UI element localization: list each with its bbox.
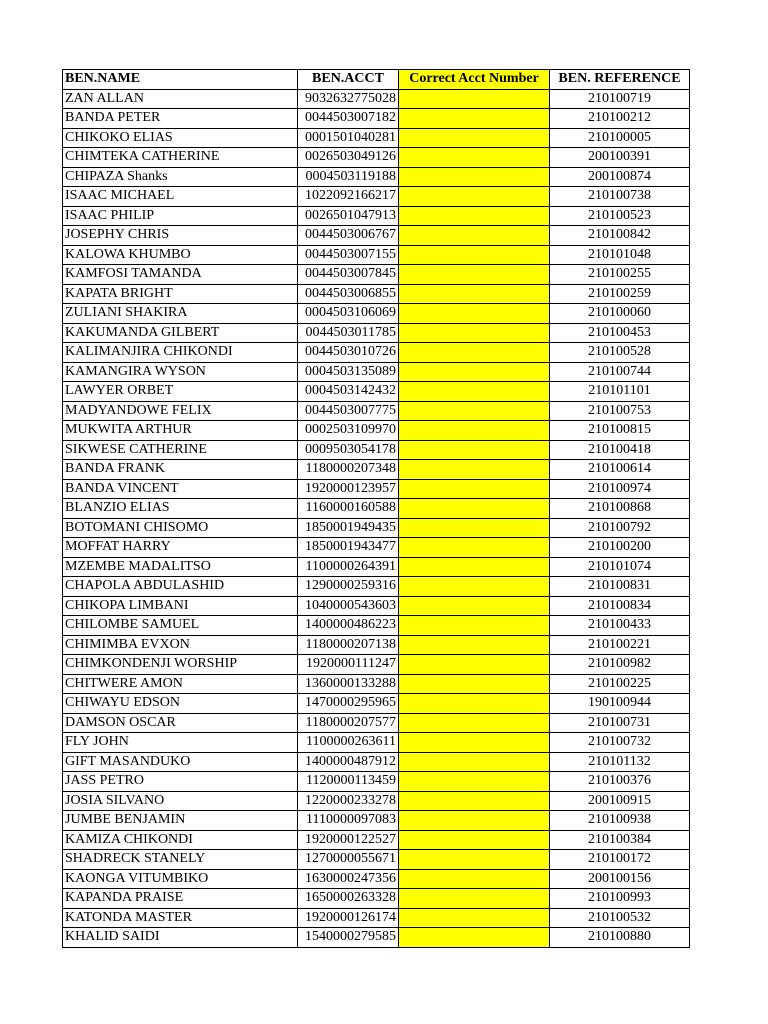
correct-acct-number-cell[interactable]: [399, 811, 550, 831]
table-row: [63, 128, 690, 148]
table-row: [63, 733, 690, 753]
table-row: [63, 499, 690, 519]
table-row: [63, 206, 690, 226]
correct-acct-number-cell[interactable]: [399, 401, 550, 421]
header-correct-acct-number[interactable]: Correct Acct Number: [399, 70, 550, 90]
table-row: [63, 304, 690, 324]
correct-acct-number-cell[interactable]: [399, 928, 550, 948]
ben-reference-cell[interactable]: 200100915: [550, 791, 690, 811]
header-ben-acct[interactable]: BEN.ACCT: [298, 70, 399, 90]
ben-name-cell[interactable]: CHIKOPA LIMBANI: [63, 596, 298, 616]
ben-acct-cell[interactable]: 0044503010726: [298, 343, 399, 363]
ben-name-cell[interactable]: BANDA FRANK: [63, 460, 298, 480]
ben-reference-cell[interactable]: 210100614: [550, 460, 690, 480]
ben-reference-cell[interactable]: 210100384: [550, 830, 690, 850]
ben-reference-cell[interactable]: 210100212: [550, 109, 690, 129]
ben-acct-cell[interactable]: 1850001949435: [298, 518, 399, 538]
ben-acct-cell[interactable]: 1630000247356: [298, 869, 399, 889]
table-row: [63, 148, 690, 168]
ben-name-cell[interactable]: DAMSON OSCAR: [63, 713, 298, 733]
header-ben-name[interactable]: BEN.NAME: [63, 70, 298, 90]
ben-name-cell[interactable]: BANDA VINCENT: [63, 479, 298, 499]
correct-acct-number-cell[interactable]: [399, 518, 550, 538]
ben-name-cell[interactable]: CHAPOLA ABDULASHID: [63, 577, 298, 597]
ben-name-cell[interactable]: MOFFAT HARRY: [63, 538, 298, 558]
ben-name-cell[interactable]: KAMIZA CHIKONDI: [63, 830, 298, 850]
ben-reference-cell[interactable]: 210100376: [550, 772, 690, 792]
ben-reference-cell[interactable]: 210100993: [550, 889, 690, 909]
table-row: [63, 752, 690, 772]
ben-name-cell[interactable]: BOTOMANI CHISOMO: [63, 518, 298, 538]
ben-reference-cell[interactable]: 210100523: [550, 206, 690, 226]
correct-acct-number-cell[interactable]: [399, 245, 550, 265]
table-row: [63, 89, 690, 109]
ben-acct-cell[interactable]: 1270000055671: [298, 850, 399, 870]
ben-acct-cell[interactable]: 0004503135089: [298, 362, 399, 382]
correct-acct-number-cell[interactable]: [399, 577, 550, 597]
table-row: [63, 109, 690, 129]
ben-name-cell[interactable]: KATONDA MASTER: [63, 908, 298, 928]
correct-acct-number-cell[interactable]: [399, 830, 550, 850]
ben-name-cell[interactable]: BANDA PETER: [63, 109, 298, 129]
ben-reference-cell[interactable]: 210100792: [550, 518, 690, 538]
correct-acct-number-cell[interactable]: [399, 460, 550, 480]
ben-name-cell[interactable]: KAMFOSI TAMANDA: [63, 265, 298, 285]
ben-name-cell[interactable]: CHIPAZA Shanks: [63, 167, 298, 187]
correct-acct-number-cell[interactable]: [399, 655, 550, 675]
ben-reference-cell[interactable]: 210100753: [550, 401, 690, 421]
ben-name-cell[interactable]: GIFT MASANDUKO: [63, 752, 298, 772]
table-row: [63, 187, 690, 207]
table-row: [63, 850, 690, 870]
table-row: [63, 869, 690, 889]
ben-reference-cell[interactable]: 210100744: [550, 362, 690, 382]
correct-acct-number-cell[interactable]: [399, 167, 550, 187]
ben-name-cell[interactable]: CHIKOKO ELIAS: [63, 128, 298, 148]
table-row: [63, 382, 690, 402]
ben-name-cell[interactable]: KAONGA VITUMBIKO: [63, 869, 298, 889]
ben-name-cell[interactable]: KAPANDA PRAISE: [63, 889, 298, 909]
ben-name-cell[interactable]: KAPATA BRIGHT: [63, 284, 298, 304]
ben-reference-cell[interactable]: 210100738: [550, 187, 690, 207]
ben-acct-cell[interactable]: 0001501040281: [298, 128, 399, 148]
ben-name-cell[interactable]: CHIWAYU EDSON: [63, 694, 298, 714]
ben-name-cell[interactable]: KALOWA KHUMBO: [63, 245, 298, 265]
ben-reference-cell[interactable]: 200100874: [550, 167, 690, 187]
ben-acct-cell[interactable]: 1470000295965: [298, 694, 399, 714]
ben-acct-cell[interactable]: 1920000122527: [298, 830, 399, 850]
table-row: [63, 674, 690, 694]
correct-acct-number-cell[interactable]: [399, 889, 550, 909]
ben-acct-cell[interactable]: 1120000113459: [298, 772, 399, 792]
correct-acct-number-cell[interactable]: [399, 479, 550, 499]
correct-acct-number-cell[interactable]: [399, 596, 550, 616]
ben-acct-cell[interactable]: 1850001943477: [298, 538, 399, 558]
ben-acct-cell[interactable]: 1650000263328: [298, 889, 399, 909]
correct-acct-number-cell[interactable]: [399, 752, 550, 772]
header-row: [63, 70, 690, 90]
ben-acct-cell[interactable]: 1400000486223: [298, 616, 399, 636]
table-row: [63, 401, 690, 421]
header-ben-reference[interactable]: BEN. REFERENCE: [550, 70, 690, 90]
table-row: [63, 713, 690, 733]
correct-acct-number-cell[interactable]: [399, 206, 550, 226]
ben-reference-cell[interactable]: 210100418: [550, 440, 690, 460]
ben-name-cell[interactable]: KAMANGIRA WYSON: [63, 362, 298, 382]
ben-name-cell[interactable]: CHITWERE AMON: [63, 674, 298, 694]
ben-name-cell[interactable]: ZAN ALLAN: [63, 89, 298, 109]
correct-acct-number-cell[interactable]: [399, 635, 550, 655]
table-row: [63, 655, 690, 675]
correct-acct-number-cell[interactable]: [399, 869, 550, 889]
ben-acct-cell[interactable]: 9032632775028: [298, 89, 399, 109]
table-row: [63, 791, 690, 811]
ben-name-cell[interactable]: CHIMKONDENJI WORSHIP: [63, 655, 298, 675]
correct-acct-number-cell[interactable]: [399, 284, 550, 304]
ben-reference-cell[interactable]: 210100834: [550, 596, 690, 616]
ben-acct-cell[interactable]: 1290000259316: [298, 577, 399, 597]
correct-acct-number-cell[interactable]: [399, 538, 550, 558]
ben-acct-cell[interactable]: 0044503007845: [298, 265, 399, 285]
ben-name-cell[interactable]: SHADRECK STANELY: [63, 850, 298, 870]
table-row: [63, 635, 690, 655]
correct-acct-number-cell[interactable]: [399, 499, 550, 519]
correct-acct-number-cell[interactable]: [399, 89, 550, 109]
correct-acct-number-cell[interactable]: [399, 713, 550, 733]
ben-name-cell[interactable]: CHIMIMBA EVXON: [63, 635, 298, 655]
ben-acct-cell[interactable]: 1360000133288: [298, 674, 399, 694]
ben-reference-cell[interactable]: 210101101: [550, 382, 690, 402]
ben-acct-cell[interactable]: 1040000543603: [298, 596, 399, 616]
table-row: [63, 460, 690, 480]
table-row: [63, 323, 690, 343]
ben-acct-cell[interactable]: 1220000233278: [298, 791, 399, 811]
correct-acct-number-cell[interactable]: [399, 421, 550, 441]
ben-acct-cell[interactable]: 0044503011785: [298, 323, 399, 343]
ben-acct-cell[interactable]: 0026503049126: [298, 148, 399, 168]
ben-acct-cell[interactable]: 0044503007775: [298, 401, 399, 421]
correct-acct-number-cell[interactable]: [399, 265, 550, 285]
ben-name-cell[interactable]: SIKWESE CATHERINE: [63, 440, 298, 460]
table-row: [63, 265, 690, 285]
ben-acct-cell[interactable]: 0004503119188: [298, 167, 399, 187]
table-row: [63, 362, 690, 382]
correct-acct-number-cell[interactable]: [399, 128, 550, 148]
ben-name-cell[interactable]: JOSEPHY CHRIS: [63, 226, 298, 246]
ben-name-cell[interactable]: CHIMTEKA CATHERINE: [63, 148, 298, 168]
correct-acct-number-cell[interactable]: [399, 791, 550, 811]
correct-acct-number-cell[interactable]: [399, 440, 550, 460]
correct-acct-number-cell[interactable]: [399, 323, 550, 343]
ben-acct-cell[interactable]: 0004503106069: [298, 304, 399, 324]
ben-acct-cell[interactable]: 0044503007182: [298, 109, 399, 129]
ben-name-cell[interactable]: FLY JOHN: [63, 733, 298, 753]
table-row: [63, 616, 690, 636]
correct-acct-number-cell[interactable]: [399, 694, 550, 714]
ben-name-cell[interactable]: MADYANDOWE FELIX: [63, 401, 298, 421]
ben-reference-cell[interactable]: 200100391: [550, 148, 690, 168]
correct-acct-number-cell[interactable]: [399, 109, 550, 129]
table-row: [63, 284, 690, 304]
ben-acct-cell[interactable]: 1160000160588: [298, 499, 399, 519]
beneficiary-table: [62, 69, 690, 948]
ben-name-cell[interactable]: KALIMANJIRA CHIKONDI: [63, 343, 298, 363]
ben-acct-cell[interactable]: 1920000111247: [298, 655, 399, 675]
ben-reference-cell[interactable]: 210100453: [550, 323, 690, 343]
ben-acct-cell[interactable]: 0044503006855: [298, 284, 399, 304]
table-row: [63, 245, 690, 265]
table-row: [63, 830, 690, 850]
ben-reference-cell[interactable]: 210100532: [550, 908, 690, 928]
ben-acct-cell[interactable]: 1100000263611: [298, 733, 399, 753]
ben-reference-cell[interactable]: 210100060: [550, 304, 690, 324]
table-row: [63, 518, 690, 538]
table-row: [63, 694, 690, 714]
ben-acct-cell[interactable]: 0004503142432: [298, 382, 399, 402]
table-row: [63, 167, 690, 187]
ben-reference-cell[interactable]: 210100842: [550, 226, 690, 246]
correct-acct-number-cell[interactable]: [399, 362, 550, 382]
table-row: [63, 596, 690, 616]
ben-acct-cell[interactable]: 1920000126174: [298, 908, 399, 928]
table-row: [63, 928, 690, 948]
ben-reference-cell[interactable]: 210100221: [550, 635, 690, 655]
ben-name-cell[interactable]: MUKWITA ARTHUR: [63, 421, 298, 441]
ben-acct-cell[interactable]: 1400000487912: [298, 752, 399, 772]
ben-name-cell[interactable]: JOSIA SILVANO: [63, 791, 298, 811]
ben-name-cell[interactable]: JUMBE BENJAMIN: [63, 811, 298, 831]
table-row: [63, 811, 690, 831]
ben-name-cell[interactable]: MZEMBE MADALITSO: [63, 557, 298, 577]
ben-acct-cell[interactable]: 1100000264391: [298, 557, 399, 577]
correct-acct-number-cell[interactable]: [399, 343, 550, 363]
table-row: [63, 343, 690, 363]
ben-name-cell[interactable]: JASS PETRO: [63, 772, 298, 792]
ben-acct-cell[interactable]: 0002503109970: [298, 421, 399, 441]
table-row: [63, 440, 690, 460]
ben-reference-cell[interactable]: 210101132: [550, 752, 690, 772]
ben-name-cell[interactable]: LAWYER ORBET: [63, 382, 298, 402]
ben-name-cell[interactable]: KAKUMANDA GILBERT: [63, 323, 298, 343]
ben-acct-cell[interactable]: 0044503007155: [298, 245, 399, 265]
ben-reference-cell[interactable]: 210100732: [550, 733, 690, 753]
ben-acct-cell[interactable]: 1110000097083: [298, 811, 399, 831]
ben-acct-cell[interactable]: 1540000279585: [298, 928, 399, 948]
correct-acct-number-cell[interactable]: [399, 557, 550, 577]
ben-reference-cell[interactable]: 210100433: [550, 616, 690, 636]
table-body: [63, 89, 690, 947]
ben-name-cell[interactable]: BLANZIO ELIAS: [63, 499, 298, 519]
ben-acct-cell[interactable]: 0044503006767: [298, 226, 399, 246]
table-row: [63, 908, 690, 928]
table-row: [63, 226, 690, 246]
table-row: [63, 479, 690, 499]
ben-acct-cell[interactable]: 0009503054178: [298, 440, 399, 460]
ben-name-cell[interactable]: ZULIANI SHAKIRA: [63, 304, 298, 324]
ben-reference-cell[interactable]: 210100868: [550, 499, 690, 519]
table-row: [63, 772, 690, 792]
ben-reference-cell[interactable]: 210100938: [550, 811, 690, 831]
table-row: [63, 889, 690, 909]
ben-acct-cell[interactable]: 1920000123957: [298, 479, 399, 499]
ben-reference-cell[interactable]: 210101048: [550, 245, 690, 265]
ben-reference-cell[interactable]: 210100719: [550, 89, 690, 109]
ben-reference-cell[interactable]: 210101074: [550, 557, 690, 577]
correct-acct-number-cell[interactable]: [399, 226, 550, 246]
ben-acct-cell[interactable]: 1180000207138: [298, 635, 399, 655]
table-row: [63, 577, 690, 597]
ben-name-cell[interactable]: ISAAC MICHAEL: [63, 187, 298, 207]
correct-acct-number-cell[interactable]: [399, 850, 550, 870]
correct-acct-number-cell[interactable]: [399, 382, 550, 402]
ben-reference-cell[interactable]: 210100831: [550, 577, 690, 597]
ben-reference-cell[interactable]: 210100974: [550, 479, 690, 499]
ben-reference-cell[interactable]: 210100528: [550, 343, 690, 363]
table-row: [63, 538, 690, 558]
ben-reference-cell[interactable]: 210100005: [550, 128, 690, 148]
ben-reference-cell[interactable]: 200100156: [550, 869, 690, 889]
ben-acct-cell[interactable]: 1180000207348: [298, 460, 399, 480]
ben-acct-cell[interactable]: 1180000207577: [298, 713, 399, 733]
correct-acct-number-cell[interactable]: [399, 616, 550, 636]
ben-acct-cell[interactable]: 0026501047913: [298, 206, 399, 226]
ben-acct-cell[interactable]: 1022092166217: [298, 187, 399, 207]
ben-reference-cell[interactable]: 210100200: [550, 538, 690, 558]
ben-reference-cell[interactable]: 210100172: [550, 850, 690, 870]
ben-reference-cell[interactable]: 210100880: [550, 928, 690, 948]
correct-acct-number-cell[interactable]: [399, 772, 550, 792]
table-row: [63, 557, 690, 577]
correct-acct-number-cell[interactable]: [399, 674, 550, 694]
ben-name-cell[interactable]: CHILOMBE SAMUEL: [63, 616, 298, 636]
ben-reference-cell[interactable]: 210100259: [550, 284, 690, 304]
ben-reference-cell[interactable]: 210100731: [550, 713, 690, 733]
correct-acct-number-cell[interactable]: [399, 733, 550, 753]
ben-reference-cell[interactable]: 210100982: [550, 655, 690, 675]
correct-acct-number-cell[interactable]: [399, 148, 550, 168]
correct-acct-number-cell[interactable]: [399, 304, 550, 324]
correct-acct-number-cell[interactable]: [399, 187, 550, 207]
ben-reference-cell[interactable]: 210100225: [550, 674, 690, 694]
ben-name-cell[interactable]: KHALID SAIDI: [63, 928, 298, 948]
table-row: [63, 421, 690, 441]
ben-name-cell[interactable]: ISAAC PHILIP: [63, 206, 298, 226]
correct-acct-number-cell[interactable]: [399, 908, 550, 928]
ben-reference-cell[interactable]: 190100944: [550, 694, 690, 714]
ben-reference-cell[interactable]: 210100255: [550, 265, 690, 285]
ben-reference-cell[interactable]: 210100815: [550, 421, 690, 441]
